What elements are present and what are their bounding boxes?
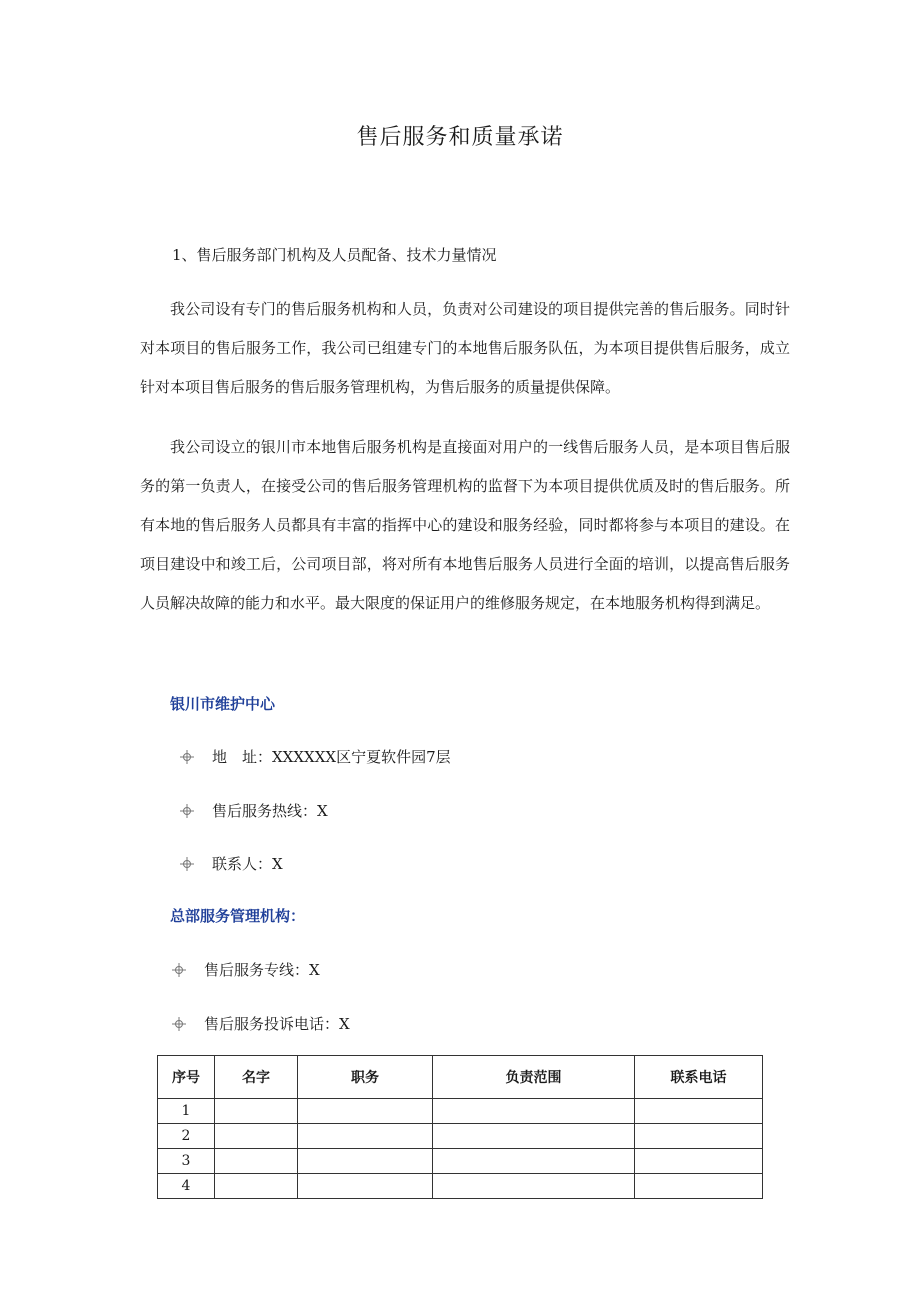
target-bullet-icon — [172, 963, 186, 977]
target-bullet-icon — [172, 1017, 186, 1031]
cell-index: 3 — [158, 1149, 215, 1174]
cell-name — [215, 1174, 298, 1199]
cell-position — [298, 1149, 433, 1174]
service-line-text: 售后服务专线：X — [204, 961, 320, 979]
cell-responsibility — [433, 1174, 635, 1199]
contact-text: 联系人：X — [212, 855, 283, 873]
table-row — [158, 1149, 763, 1174]
yinchuan-center-heading: 银川市维护中心 — [170, 695, 276, 713]
cell-phone — [635, 1174, 763, 1199]
header-index: 序号 — [158, 1056, 215, 1099]
table-row — [158, 1174, 763, 1199]
table-row — [158, 1124, 763, 1149]
cell-name — [215, 1124, 298, 1149]
header-phone: 联系电话 — [635, 1056, 763, 1099]
header-name: 名字 — [215, 1056, 298, 1099]
cell-name — [215, 1099, 298, 1124]
page-title: 售后服务和质量承诺 — [356, 125, 564, 150]
staff-table — [157, 1055, 763, 1199]
table-row — [158, 1099, 763, 1124]
complaint-line-text: 售后服务投诉电话：X — [204, 1015, 350, 1033]
target-bullet-icon — [180, 857, 194, 871]
hotline-item — [180, 800, 328, 821]
contact-item — [180, 853, 283, 874]
hotline-text: 售后服务热线：X — [212, 802, 328, 820]
hq-heading: 总部服务管理机构： — [170, 907, 306, 925]
target-bullet-icon — [180, 804, 194, 818]
service-line-item — [172, 959, 320, 980]
target-bullet-icon — [180, 750, 194, 764]
header-responsibility: 负责范围 — [433, 1056, 635, 1099]
paragraph-1: 我公司设有专门的售后服务机构和人员，负责对公司建设的项目提供完善的售后服务。同时针对本项目的售后服务工作，我公司已组建专门的本地售后服务队伍，为本项目提供售后服务，成立针对本项目售后服务的售后服务管理机构，为售后服务的质量提供保障。 — [140, 300, 790, 396]
cell-position — [298, 1124, 433, 1149]
cell-position — [298, 1099, 433, 1124]
cell-index: 4 — [158, 1174, 215, 1199]
section-heading: 1、售后服务部门机构及人员配备、技术力量情况 — [172, 246, 497, 264]
cell-position — [298, 1174, 433, 1199]
cell-index: 1 — [158, 1099, 215, 1124]
table-header-row — [158, 1056, 763, 1099]
cell-name — [215, 1149, 298, 1174]
cell-responsibility — [433, 1099, 635, 1124]
cell-phone — [635, 1099, 763, 1124]
cell-responsibility — [433, 1149, 635, 1174]
header-position: 职务 — [298, 1056, 433, 1099]
address-item — [180, 746, 451, 767]
cell-phone — [635, 1124, 763, 1149]
paragraph-2: 我公司设立的银川市本地售后服务机构是直接面对用户的一线售后服务人员，是本项目售后服务的第一负责人，在接受公司的售后服务管理机构的监督下为本项目提供优质及时的售后服务。所有本地的售后服务人员都具有丰富的指挥中心的建设和服务经验，同时都将参与本项目的建设。在项目建设中和竣工后，公司项目部，将对所有本地售后服务人员进行全面的培训，以提高售后服务人员解决故障的能力和水平。最大限度的保证用户的维修服务规定，在本地服务机构得到满足。 — [140, 438, 790, 612]
address-text: 地 址：XXXXXX区宁夏软件园7层 — [212, 748, 451, 766]
cell-index: 2 — [158, 1124, 215, 1149]
cell-phone — [635, 1149, 763, 1174]
cell-responsibility — [433, 1124, 635, 1149]
complaint-line-item — [172, 1013, 350, 1034]
